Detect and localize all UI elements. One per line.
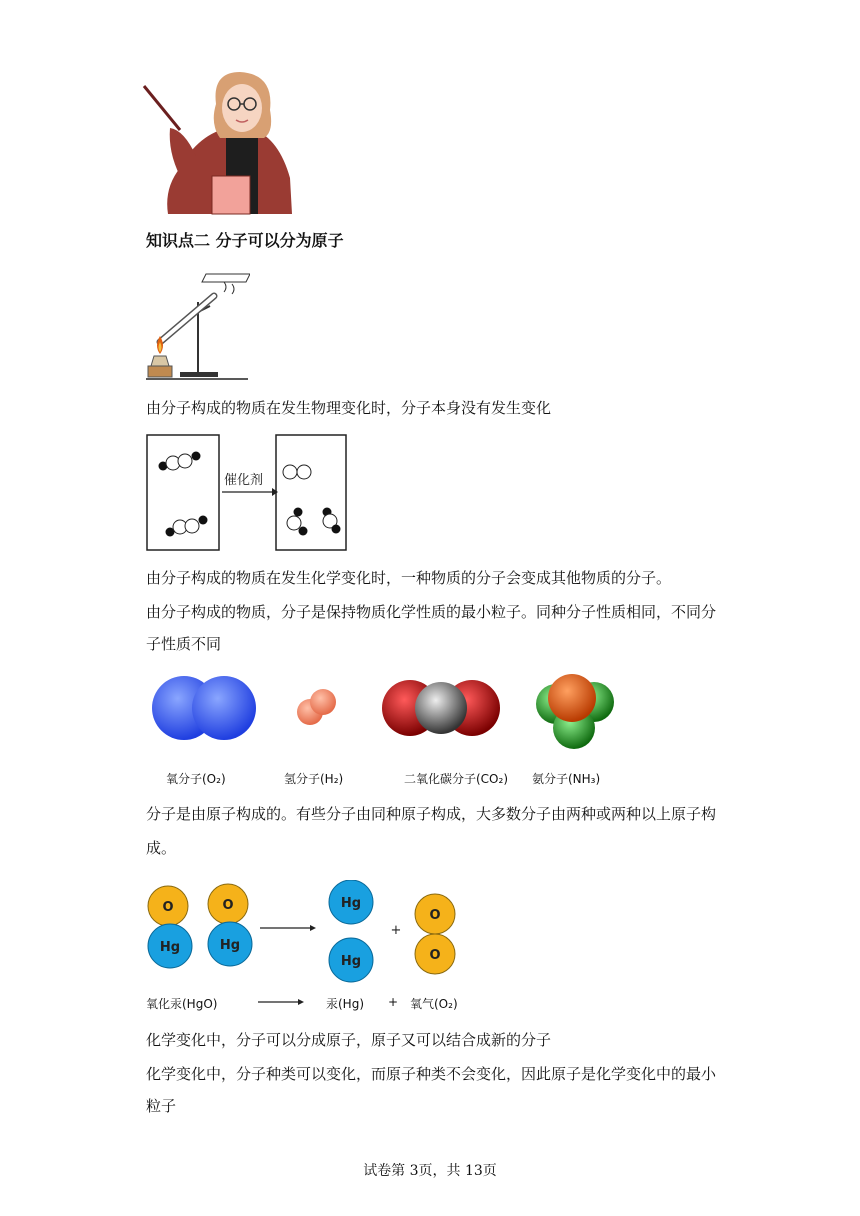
oxygen-caption: 氧分子(O₂) [166, 772, 226, 786]
hg-atom-label: Hg [340, 954, 362, 969]
product1-caption: 汞(Hg) [326, 997, 365, 1011]
min-particle-text-line2: 子性质不同 [146, 635, 222, 653]
reactant-caption: 氧化汞(HgO) [146, 997, 218, 1011]
plus-caption: + [388, 995, 399, 1009]
chemical-change-text: 由分子构成的物质在发生化学变化时，一种物质的分子会变成其他物质的分子。 [146, 569, 672, 587]
product2-caption: 氧气(O₂) [410, 997, 458, 1011]
composition-text-line1: 分子是由原子构成的。有些分子由同种原子构成，大多数分子由两种或两种以上原子构 [146, 805, 717, 823]
o-atom-label: O [162, 900, 174, 915]
min-particle-text-line1: 由分子构成的物质，分子是保持物质化学性质的最小粒子。同种分子性质相同，不同分 [146, 603, 717, 621]
split-atoms-text: 化学变化中，分子可以分成原子，原子又可以结合成新的分子 [146, 1031, 552, 1049]
o-atom-label: O [222, 898, 234, 913]
composition-text-line2: 成。 [146, 839, 177, 857]
physical-change-text: 由分子构成的物质在发生物理变化时，分子本身没有发生变化 [146, 399, 552, 417]
reaction-arrow [258, 996, 304, 1008]
section-heading: 知识点二 分子可以分为原子 [146, 231, 344, 250]
ammonia-caption: 氨分子(NH₃) [532, 772, 601, 786]
carbon-dioxide-molecule-model [382, 680, 500, 736]
carbon-dioxide-caption: 二氧化碳分子(CO₂) [404, 772, 508, 786]
hg-atom-label: Hg [219, 938, 241, 953]
o-atom-label: O [429, 948, 441, 963]
atoms-unchanged-text-line1: 化学变化中，分子种类可以变化，而原子种类不会变化，因此原子是化学变化中的最小 [146, 1065, 717, 1083]
page-footer: 试卷第 3页，共 13页 [363, 1163, 497, 1179]
teacher-illustration [140, 68, 300, 216]
hg-atom-label: Hg [340, 896, 362, 911]
plus-sign: + [390, 923, 402, 938]
heating-apparatus-figure [146, 266, 250, 382]
oxygen-molecule-model [152, 676, 256, 740]
ammonia-molecule-model [536, 674, 614, 749]
hydrogen-caption: 氢分子(H₂) [284, 772, 344, 786]
hydrogen-molecule-model [297, 689, 336, 725]
catalyst-label: 催化剂 [224, 473, 264, 488]
atoms-unchanged-text-line2: 粒子 [146, 1097, 177, 1115]
molecule-models-figure [146, 664, 626, 764]
catalyst-reaction-diagram [146, 434, 348, 552]
mercury-oxide-decomposition-diagram [144, 880, 464, 986]
hg-atom-label: Hg [159, 940, 181, 955]
o-atom-label: O [429, 908, 441, 923]
